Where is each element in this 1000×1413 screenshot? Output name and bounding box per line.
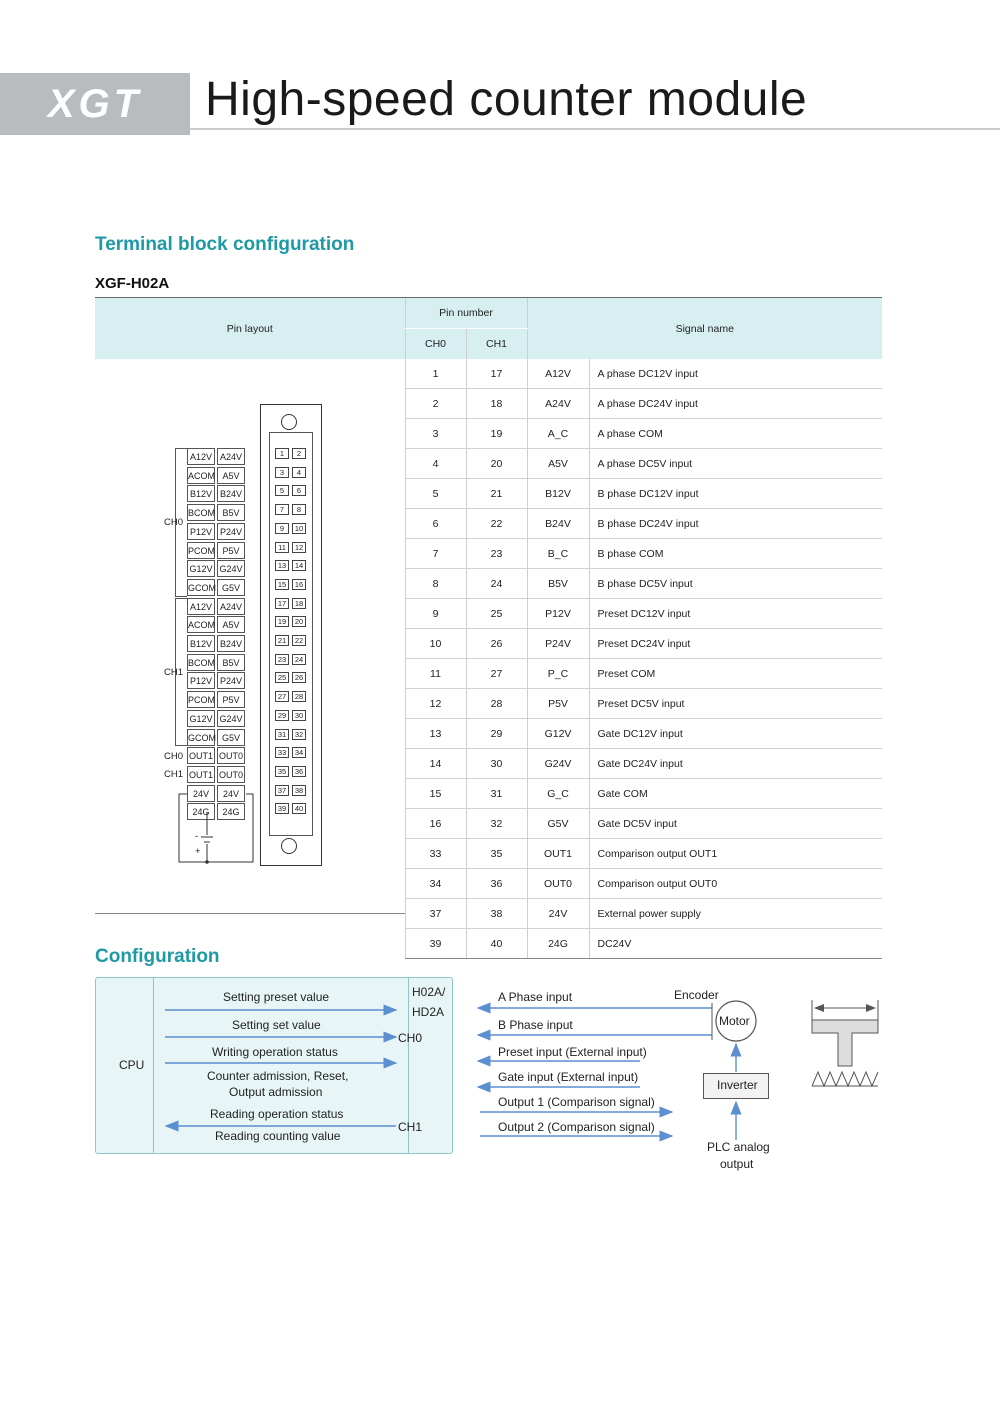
- out-ch0-label: CH0: [164, 751, 184, 762]
- signal-code-cell: A_C: [527, 419, 589, 449]
- pin-ch0-cell: 10: [405, 629, 466, 659]
- col-ch1: CH1: [466, 329, 527, 360]
- pin-ch1-cell: 32: [466, 809, 527, 839]
- signal-desc-cell: B phase DC5V input: [589, 569, 882, 599]
- signal-desc-cell: Gate DC24V input: [589, 749, 882, 779]
- terminal-section-title: Terminal block configuration: [95, 234, 355, 255]
- col-signal-name: Signal name: [527, 298, 882, 359]
- terminal-label: GCOM: [187, 729, 215, 746]
- signal-code-cell: G_C: [527, 779, 589, 809]
- connector-pin: 18: [292, 598, 306, 609]
- signal-code-cell: OUT1: [527, 839, 589, 869]
- pin-ch0-cell: 15: [405, 779, 466, 809]
- connector-pin: 7: [275, 504, 289, 515]
- terminal-label: A5V: [217, 616, 245, 633]
- terminal-label: P12V: [187, 523, 215, 540]
- signal-desc-cell: Comparison output OUT1: [589, 839, 882, 869]
- signal-desc-cell: Gate DC5V input: [589, 809, 882, 839]
- signal-desc-cell: Preset COM: [589, 659, 882, 689]
- signal-code-cell: P24V: [527, 629, 589, 659]
- connector-pin: 6: [292, 485, 306, 496]
- terminal-label: OUT0: [217, 747, 245, 764]
- connector-pin: 17: [275, 598, 289, 609]
- connector-pin: 28: [292, 691, 306, 702]
- pin-ch0-cell: 11: [405, 659, 466, 689]
- motor-label: Motor: [719, 1014, 750, 1028]
- signal-desc-cell: Preset DC24V input: [589, 629, 882, 659]
- connector-pin: 2: [292, 448, 306, 459]
- configuration-title: Configuration: [95, 946, 220, 967]
- pin-ch0-cell: 5: [405, 479, 466, 509]
- pin-ch1-cell: 31: [466, 779, 527, 809]
- out-ch1-label: CH1: [164, 769, 184, 780]
- pin-ch0-cell: 37: [405, 899, 466, 929]
- terminal-label: P24V: [217, 672, 245, 689]
- connector-pin: 16: [292, 579, 306, 590]
- connector-pin: 38: [292, 785, 306, 796]
- signal-desc-cell: A phase COM: [589, 419, 882, 449]
- pin-ch1-cell: 35: [466, 839, 527, 869]
- pin-ch1-cell: 36: [466, 869, 527, 899]
- pin-ch0-cell: 33: [405, 839, 466, 869]
- signal-code-cell: A12V: [527, 359, 589, 389]
- encoder-label: Encoder: [674, 988, 719, 1002]
- msg-setting-set: Setting set value: [232, 1018, 321, 1032]
- terminal-label: ACOM: [187, 616, 215, 633]
- pin-ch1-cell: 23: [466, 539, 527, 569]
- terminal-label: G12V: [187, 710, 215, 727]
- connector-pin: 19: [275, 616, 289, 627]
- pin-ch1-cell: 27: [466, 659, 527, 689]
- connector-pin: 22: [292, 635, 306, 646]
- connector-pin: 11: [275, 542, 289, 553]
- terminal-label: G24V: [217, 710, 245, 727]
- pin-ch1-cell: 30: [466, 749, 527, 779]
- terminal-label: G12V: [187, 560, 215, 577]
- pin-ch0-cell: 13: [405, 719, 466, 749]
- module-label-2: HD2A: [412, 1005, 445, 1019]
- pin-ch0-cell: 1: [405, 359, 466, 389]
- signal-code-cell: P_C: [527, 659, 589, 689]
- terminal-label: PCOM: [187, 691, 215, 708]
- connector-pin: 14: [292, 560, 306, 571]
- connector-pin: 39: [275, 803, 289, 814]
- pin-ch0-cell: 39: [405, 929, 466, 959]
- terminal-label: B5V: [217, 654, 245, 671]
- pin-ch0-cell: 7: [405, 539, 466, 569]
- signal-desc-cell: A phase DC12V input: [589, 359, 882, 389]
- plc-label-1: PLC analog: [707, 1140, 770, 1154]
- sig-preset: Preset input (External input): [498, 1045, 647, 1059]
- connector-pin: 12: [292, 542, 306, 553]
- connector-pin: 25: [275, 672, 289, 683]
- pin-ch0-cell: 16: [405, 809, 466, 839]
- signal-desc-cell: B phase COM: [589, 539, 882, 569]
- connector-pin: 13: [275, 560, 289, 571]
- msg-writing-status: Writing operation status: [212, 1045, 338, 1059]
- connector-pin: 27: [275, 691, 289, 702]
- connector-pin: 33: [275, 747, 289, 758]
- sig-output2: Output 2 (Comparison signal): [498, 1120, 655, 1134]
- pin-ch1-cell: 20: [466, 449, 527, 479]
- signal-code-cell: G12V: [527, 719, 589, 749]
- pin-ch0-cell: 34: [405, 869, 466, 899]
- signal-desc-cell: Gate DC12V input: [589, 719, 882, 749]
- col-pin-number: Pin number: [405, 298, 527, 329]
- connector-pin: 8: [292, 504, 306, 515]
- signal-desc-cell: Gate COM: [589, 779, 882, 809]
- msg-counter-admission: Counter admission, Reset,: [207, 1069, 349, 1083]
- terminal-label: OUT1: [187, 766, 215, 783]
- connector-pin: 24: [292, 654, 306, 665]
- terminal-label: 24G: [187, 803, 215, 820]
- terminal-label: PCOM: [187, 542, 215, 559]
- signal-code-cell: B_C: [527, 539, 589, 569]
- pin-ch1-cell: 21: [466, 479, 527, 509]
- signal-code-cell: B5V: [527, 569, 589, 599]
- terminal-label: OUT0: [217, 766, 245, 783]
- page-title: High-speed counter module: [205, 73, 808, 126]
- sig-gate: Gate input (External input): [498, 1070, 639, 1084]
- terminal-label: OUT1: [187, 747, 215, 764]
- inverter-label: Inverter: [717, 1078, 758, 1092]
- connector-pin: 10: [292, 523, 306, 534]
- pin-ch1-cell: 29: [466, 719, 527, 749]
- connector-pin: 9: [275, 523, 289, 534]
- signal-desc-cell: DC24V: [589, 929, 882, 959]
- signal-desc-cell: A phase DC5V input: [589, 449, 882, 479]
- pin-ch0-cell: 3: [405, 419, 466, 449]
- sig-a-phase: A Phase input: [498, 990, 573, 1004]
- signal-code-cell: G5V: [527, 809, 589, 839]
- signal-code-cell: 24G: [527, 929, 589, 959]
- cpu-label: CPU: [119, 1058, 145, 1072]
- signal-code-cell: P5V: [527, 689, 589, 719]
- pin-ch1-cell: 26: [466, 629, 527, 659]
- msg-setting-preset: Setting preset value: [223, 990, 330, 1004]
- pin-ch0-cell: 14: [405, 749, 466, 779]
- signal-code-cell: A5V: [527, 449, 589, 479]
- signal-desc-cell: B phase DC12V input: [589, 479, 882, 509]
- connector-pin: 40: [292, 803, 306, 814]
- pin-ch1-cell: 19: [466, 419, 527, 449]
- terminal-label: G24V: [217, 560, 245, 577]
- connector-pin: 26: [292, 672, 306, 683]
- signal-desc-cell: External power supply: [589, 899, 882, 929]
- pin-ch0-cell: 12: [405, 689, 466, 719]
- terminal-label: B12V: [187, 485, 215, 502]
- signal-desc-cell: B phase DC24V input: [589, 509, 882, 539]
- terminal-label: A24V: [217, 448, 245, 465]
- ch1-label: CH1: [164, 667, 184, 678]
- signal-desc-cell: A phase DC24V input: [589, 389, 882, 419]
- terminal-label: A12V: [187, 448, 215, 465]
- terminal-label: ACOM: [187, 467, 215, 484]
- connector-pin: 34: [292, 747, 306, 758]
- terminal-label: BCOM: [187, 654, 215, 671]
- signal-code-cell: B12V: [527, 479, 589, 509]
- col-ch0: CH0: [405, 329, 466, 360]
- connector-pin: 31: [275, 729, 289, 740]
- pin-ch0-cell: 6: [405, 509, 466, 539]
- terminal-label: A24V: [217, 598, 245, 615]
- pin-ch1-cell: 40: [466, 929, 527, 959]
- terminal-label: BCOM: [187, 504, 215, 521]
- msg-reading-count: Reading counting value: [215, 1129, 341, 1143]
- terminal-label: P5V: [217, 691, 245, 708]
- pin-ch0-cell: 8: [405, 569, 466, 599]
- msg-output-admission: Output admission: [229, 1085, 323, 1099]
- connector-pin: 23: [275, 654, 289, 665]
- signal-code-cell: P12V: [527, 599, 589, 629]
- pin-ch0-cell: 4: [405, 449, 466, 479]
- signal-code-cell: G24V: [527, 749, 589, 779]
- terminal-label: P24V: [217, 523, 245, 540]
- model-title: XGF-H02A: [95, 275, 170, 292]
- pin-ch0-cell: 9: [405, 599, 466, 629]
- signal-code-cell: 24V: [527, 899, 589, 929]
- pin-ch0-cell: 2: [405, 389, 466, 419]
- plus-sign: +: [195, 846, 201, 857]
- signal-desc-cell: Comparison output OUT0: [589, 869, 882, 899]
- terminal-label: 24V: [187, 785, 215, 802]
- terminal-label: B24V: [217, 485, 245, 502]
- pin-ch1-cell: 22: [466, 509, 527, 539]
- ch1-port-label: CH1: [398, 1120, 423, 1134]
- connector-pin: 35: [275, 766, 289, 777]
- connector-pin: 29: [275, 710, 289, 721]
- terminal-label: 24V: [217, 785, 245, 802]
- pin-ch1-cell: 17: [466, 359, 527, 389]
- connector-pin: 3: [275, 467, 289, 478]
- connector-pin: 21: [275, 635, 289, 646]
- terminal-label: G5V: [217, 579, 245, 596]
- terminal-label: GCOM: [187, 579, 215, 596]
- connector-pin: 36: [292, 766, 306, 777]
- connector-pin: 20: [292, 616, 306, 627]
- minus-sign: -: [195, 831, 199, 842]
- terminal-label: B12V: [187, 635, 215, 652]
- signal-desc-cell: Preset DC5V input: [589, 689, 882, 719]
- terminal-label: B5V: [217, 504, 245, 521]
- logo: XGT: [47, 82, 143, 126]
- sig-b-phase: B Phase input: [498, 1018, 573, 1032]
- pin-ch1-cell: 18: [466, 389, 527, 419]
- terminal-label: P5V: [217, 542, 245, 559]
- connector-pin: 32: [292, 729, 306, 740]
- pin-ch1-cell: 25: [466, 599, 527, 629]
- sig-output1: Output 1 (Comparison signal): [498, 1095, 655, 1109]
- terminal-label: A5V: [217, 467, 245, 484]
- ch0-port-label: CH0: [398, 1031, 423, 1045]
- pin-ch1-cell: 28: [466, 689, 527, 719]
- terminal-label: 24G: [217, 803, 245, 820]
- pin-ch1-cell: 24: [466, 569, 527, 599]
- plc-label-2: output: [720, 1157, 754, 1171]
- connector-pin: 1: [275, 448, 289, 459]
- signal-code-cell: OUT0: [527, 869, 589, 899]
- terminal-label: P12V: [187, 672, 215, 689]
- signal-code-cell: A24V: [527, 389, 589, 419]
- pin-ch1-cell: 38: [466, 899, 527, 929]
- terminal-label: A12V: [187, 598, 215, 615]
- msg-reading-status: Reading operation status: [210, 1107, 344, 1121]
- connector-pin: 15: [275, 579, 289, 590]
- signal-code-cell: B24V: [527, 509, 589, 539]
- terminal-label: B24V: [217, 635, 245, 652]
- col-pin-layout: Pin layout: [95, 298, 405, 359]
- ch0-label: CH0: [164, 517, 184, 528]
- connector-pin: 5: [275, 485, 289, 496]
- module-label-1: H02A/: [412, 985, 446, 999]
- signal-desc-cell: Preset DC12V input: [589, 599, 882, 629]
- connector-pin: 37: [275, 785, 289, 796]
- terminal-label: G5V: [217, 729, 245, 746]
- connector-pin: 4: [292, 467, 306, 478]
- connector-pin: 30: [292, 710, 306, 721]
